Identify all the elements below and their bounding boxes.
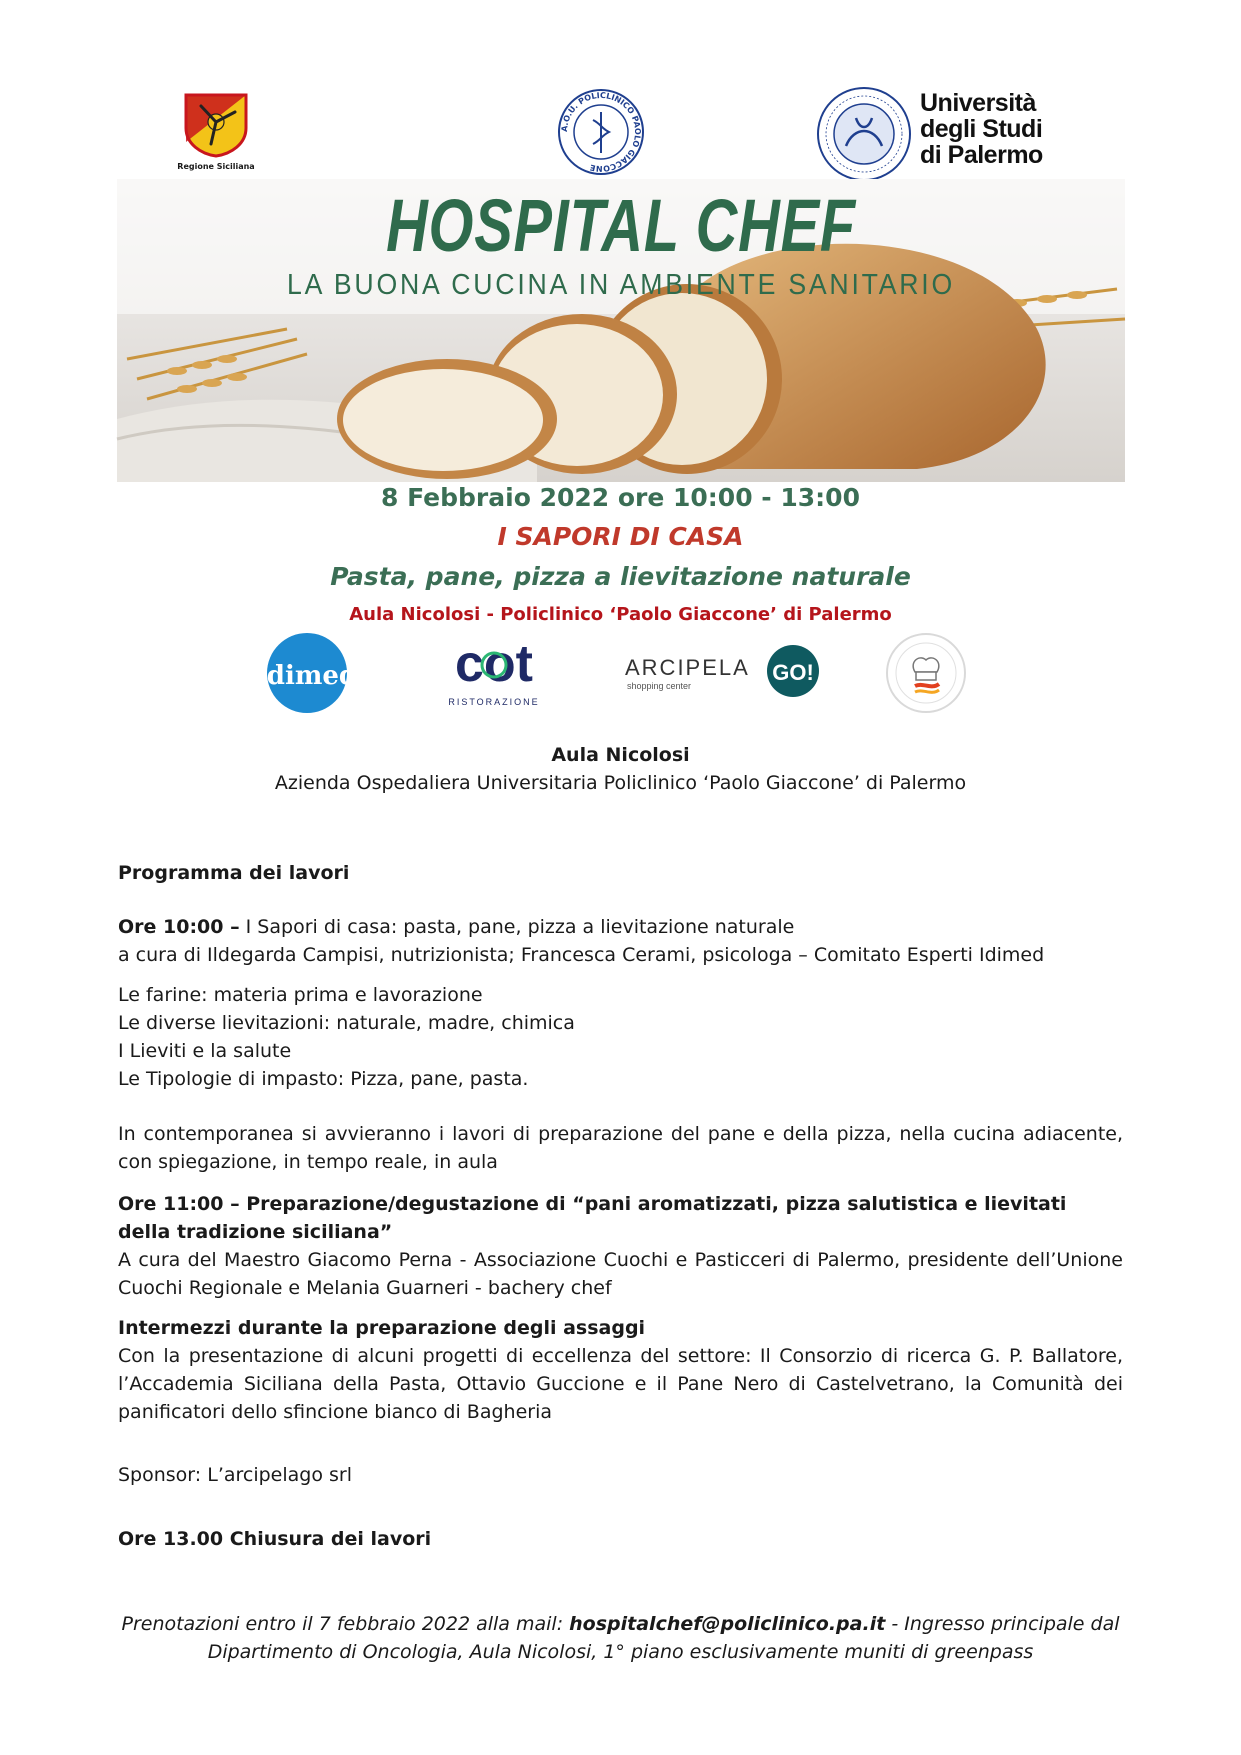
cot-logo-icon [434,635,554,709]
hospital-chef-banner [117,179,1125,482]
unipa-name-line1: Università [920,89,1036,117]
unipa-logo [816,86,1066,182]
booking-footer [0,1610,1241,1666]
idimed-logo [256,632,358,714]
topic-item: Le Tipologie di impasto: Pizza, pane, pasta. [118,1068,529,1090]
policlinico-seal-icon [556,87,646,177]
regione-caption: Regione Siciliana [177,162,255,171]
regione-siciliana-logo [177,92,255,178]
unipa-name-line3: di Palermo [920,141,1043,169]
footer-line-2: Dipartimento di Oncologia, Aula Nicolosi, 1° piano esclusivamente muniti di greenpass [207,1641,1034,1663]
trinacria-shield-icon [183,92,249,158]
event-venue: Aula Nicolosi - Policlinico ‘Paolo Giaccone’ di Palermo [349,604,892,625]
location-room: Aula Nicolosi [551,744,690,766]
arcipelago-logo-icon [625,645,825,701]
idimed-circle-icon [256,632,358,714]
arcipelago-logo [625,645,825,701]
footer-entrance-text: - Ingresso principale dal [885,1613,1120,1635]
booking-email-link[interactable]: hospitalchef@policlinico.pa.it [569,1613,886,1635]
footer-booking-text: Prenotazioni entro il 7 febbraio 2022 alla mail: [121,1613,570,1635]
session-1-note: In contemporanea si avvieranno i lavori di preparazione del pane e della pizza, nella cucina adiacente, con spiegazione, in tempo reale, in aula [118,1123,1123,1173]
associazione-cuochi-logo [885,632,967,714]
footer-line-1 [0,1610,1241,1638]
topic-item: Le diverse lievitazioni: naturale, madre, chimica [118,1012,575,1034]
chef-hat-seal-icon [885,632,967,714]
event-date: 8 Febbraio 2022 ore 10:00 - 13:00 [381,483,860,512]
session-3-title: Intermezzi durante la preparazione degli assaggi [118,1317,646,1339]
event-subtheme: Pasta, pane, pizza a lievitazione naturale [330,562,911,591]
svg-text:shopping center: shopping center [627,681,692,691]
location-institution: Azienda Ospedaliera Universitaria Policlinico ‘Paolo Giaccone’ di Palermo [274,772,967,794]
session-2-title: Ore 11:00 – Preparazione/degustazione di “pani aromatizzati, pizza salutistica e lievitati della tradizione siciliana” [118,1193,1067,1243]
svg-text:RISTORAZIONE: RISTORAZIONE [448,697,540,707]
svg-text:GO!: GO! [772,660,814,685]
sponsor-line: Sponsor: L’arcipelago srl [118,1464,353,1486]
program-heading: Programma dei lavori [118,862,350,884]
event-theme: I SAPORI DI CASA [497,522,744,551]
session-1-time: Ore 10:00 – [118,916,240,938]
cot-ristorazione-logo [434,635,554,709]
closing-line: Ore 13.00 Chiusura dei lavori [118,1528,432,1550]
banner-title: HOSPITAL CHEF [386,184,856,267]
unipa-seal-icon [816,86,912,182]
session-2-speakers: A cura del Maestro Giacomo Perna - Associazione Cuochi e Pasticceri di Palermo, presidente dell’Unione Cuochi Regionale e Melania Guarneri - bachery chef [118,1249,1123,1299]
session-1-speakers: a cura di Ildegarda Campisi, nutrizionista; Francesca Cerami, psicologa – Comitato Esperti Idimed [118,944,1045,966]
svg-text:cot: cot [455,635,533,693]
banner-subtitle: LA BUONA CUCINA IN AMBIENTE SANITARIO [287,269,955,301]
session-1-topic: I Sapori di casa: pasta, pane, pizza a lievitazione naturale [239,916,795,938]
policlinico-logo [556,87,646,177]
svg-text:ARCIPELA: ARCIPELA [625,655,750,680]
session-1-title [118,913,1123,941]
svg-text:idimed: idimed [256,661,358,691]
session-3-text: Con la presentazione di alcuni progetti di eccellenza del settore: Il Consorzio di ricerca G. P. Ballatore, l’Accademia Siciliana della Pasta, Ottavio Guccione e il Pane Nero di Castelvetrano, la Comunità dei panificatori dello sfincione bianco di Bagheria [118,1345,1123,1423]
topic-item: Le farine: materia prima e lavorazione [118,984,483,1006]
unipa-name-line2: degli Studi [920,115,1043,143]
topic-item: I Lieviti e la salute [118,1040,292,1062]
svg-text:A.O.U. POLICLINICO PAOLO GIACC: A.O.U. POLICLINICO PAOLO GIACCONE [559,90,643,174]
